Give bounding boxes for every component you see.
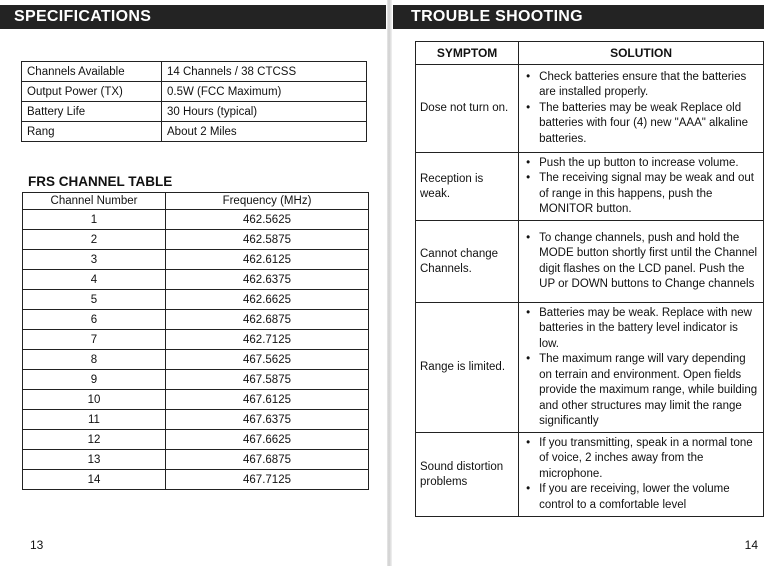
solution-item: • The batteries may be weak Replace old batteries with four (4) new "AAA" alkaline batteries.: [537, 101, 759, 148]
symptom-cell: Reception is weak.: [416, 153, 519, 221]
channel-frequency: 467.5875: [166, 370, 369, 390]
solution-item: • The maximum range will vary depending on terrain and environment. Open fields provide the maximum range, while building and other structures may limit the range significantly: [537, 352, 759, 430]
page-number-left: 13: [30, 538, 44, 552]
channel-number: 4: [23, 270, 166, 290]
table-row: [23, 410, 369, 430]
spec-label: Channels Available: [22, 62, 162, 82]
table-row: [23, 450, 369, 470]
solution-cell: [519, 433, 764, 517]
table-row: [23, 230, 369, 250]
frs-header-row: [23, 193, 369, 210]
spec-value: About 2 Miles: [162, 122, 367, 142]
spec-row: [22, 82, 367, 102]
symptom-cell: Dose not turn on.: [416, 65, 519, 153]
channel-frequency: 467.6625: [166, 430, 369, 450]
troubleshooting-table: [415, 41, 764, 517]
channel-number: 7: [23, 330, 166, 350]
channel-number: 1: [23, 210, 166, 230]
right-page: [393, 0, 764, 566]
symptom-header: SYMPTOM: [416, 42, 519, 65]
symptom-cell: Cannot change Channels.: [416, 221, 519, 303]
spec-value: 30 Hours (typical): [162, 102, 367, 122]
channel-number: 10: [23, 390, 166, 410]
spec-value: 14 Channels / 38 CTCSS: [162, 62, 367, 82]
channel-frequency: 462.6625: [166, 290, 369, 310]
frequency-header: Frequency (MHz): [166, 193, 369, 210]
table-row: [23, 430, 369, 450]
channel-header: Channel Number: [23, 193, 166, 210]
table-row: [23, 350, 369, 370]
solution-cell: [519, 221, 764, 303]
spec-row: [22, 102, 367, 122]
symptom-cell: Sound distortion problems: [416, 433, 519, 517]
solution-item: • Batteries may be weak. Replace with new batteries in the battery level indicator is low.: [537, 306, 759, 353]
channel-frequency: 467.6875: [166, 450, 369, 470]
table-row: [23, 370, 369, 390]
channel-frequency: 467.6125: [166, 390, 369, 410]
channel-number: 11: [23, 410, 166, 430]
spec-row: [22, 122, 367, 142]
troubleshooting-header-row: [416, 42, 764, 65]
table-row: [23, 250, 369, 270]
channel-number: 14: [23, 470, 166, 490]
channel-number: 12: [23, 430, 166, 450]
solution-item: • Check batteries ensure that the batteries are installed properly.: [537, 70, 759, 101]
table-row: [416, 221, 764, 303]
table-row: [23, 330, 369, 350]
table-row: [416, 65, 764, 153]
table-row: [23, 310, 369, 330]
channel-number: 6: [23, 310, 166, 330]
trouble-shooting-heading: TROUBLE SHOOTING: [393, 5, 764, 29]
table-row: [23, 210, 369, 230]
channel-frequency: 467.5625: [166, 350, 369, 370]
specifications-heading: SPECIFICATIONS: [0, 5, 386, 29]
channel-frequency: 462.5625: [166, 210, 369, 230]
solution-cell: [519, 153, 764, 221]
table-row: [23, 270, 369, 290]
channel-frequency: 462.5875: [166, 230, 369, 250]
solution-item: • To change channels, push and hold the MODE button shortly first until the Channel digit flashes on the LCD panel. Push the UP or DOWN buttons to Change channels: [537, 231, 759, 293]
table-row: [23, 290, 369, 310]
frs-table-title: FRS CHANNEL TABLE: [28, 174, 173, 189]
spec-label: Battery Life: [22, 102, 162, 122]
channel-frequency: 462.6875: [166, 310, 369, 330]
table-row: [23, 470, 369, 490]
channel-frequency: 467.6375: [166, 410, 369, 430]
table-row: [416, 153, 764, 221]
channel-number: 5: [23, 290, 166, 310]
channel-frequency: 462.7125: [166, 330, 369, 350]
solution-item: • If you transmitting, speak in a normal tone of voice, 2 inches away from the microphone.: [537, 436, 759, 483]
channel-number: 3: [23, 250, 166, 270]
specifications-table: [21, 61, 367, 142]
table-row: [23, 390, 369, 410]
spec-value: 0.5W (FCC Maximum): [162, 82, 367, 102]
spec-label: Output Power (TX): [22, 82, 162, 102]
channel-frequency: 462.6375: [166, 270, 369, 290]
symptom-cell: Range is limited.: [416, 303, 519, 433]
solution-cell: [519, 65, 764, 153]
frs-channel-table: [22, 192, 369, 490]
solution-item: • The receiving signal may be weak and out of range in this happens, push the MONITOR button.: [537, 171, 759, 218]
channel-number: 8: [23, 350, 166, 370]
table-row: [416, 303, 764, 433]
channel-frequency: 462.6125: [166, 250, 369, 270]
channel-number: 9: [23, 370, 166, 390]
channel-number: 2: [23, 230, 166, 250]
solution-header: SOLUTION: [519, 42, 764, 65]
solution-item: • If you are receiving, lower the volume control to a comfortable level: [537, 482, 759, 513]
spec-label: Rang: [22, 122, 162, 142]
channel-frequency: 467.7125: [166, 470, 369, 490]
spec-row: [22, 62, 367, 82]
channel-number: 13: [23, 450, 166, 470]
table-row: [416, 433, 764, 517]
solution-cell: [519, 303, 764, 433]
page-fold: [387, 0, 392, 566]
page-number-right: 14: [744, 538, 758, 552]
solution-item: • Push the up button to increase volume.: [537, 156, 759, 172]
